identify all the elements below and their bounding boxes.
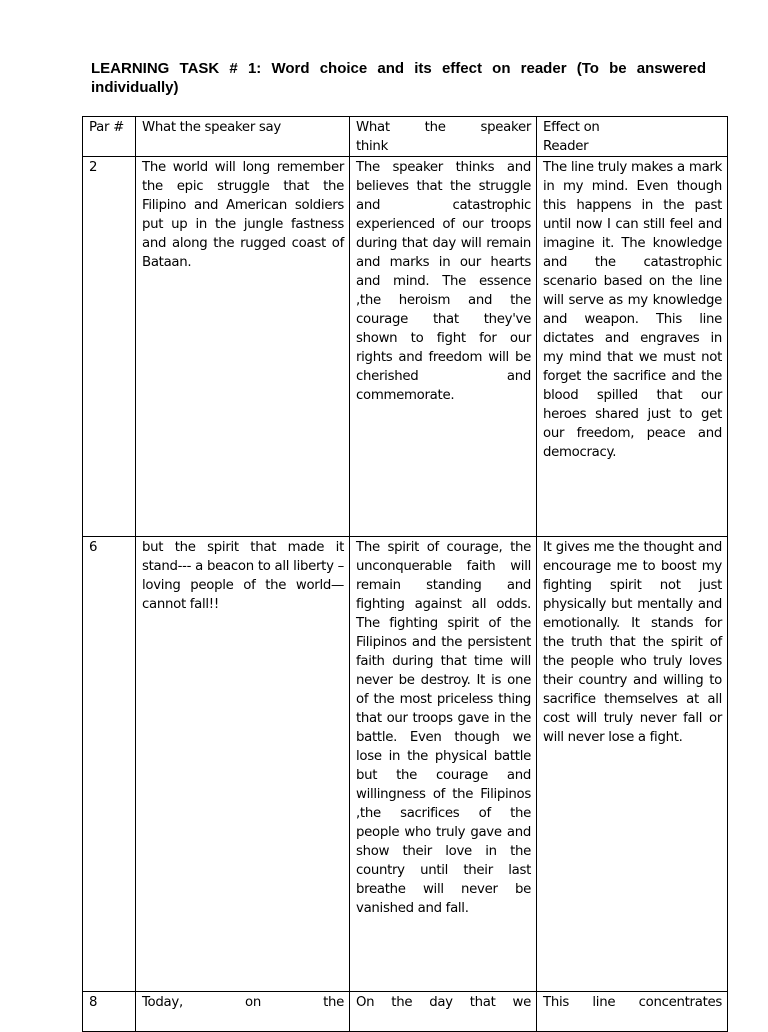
- row-speaker-think: The speaker thinks and believes that the struggle and catastrophic experienced of our troops during that day will remain and marks in our hearts and mind. The essence ,the heroism and the courage that they've shown to fight for our rights and freedom will be cherished and commemorate.: [350, 157, 537, 537]
- header-effect: Effect on Reader: [537, 117, 728, 157]
- row-par-number: 2: [83, 157, 136, 537]
- header-speaker-say: What the speaker say: [136, 117, 350, 157]
- table-header-row: [83, 117, 728, 157]
- row-effect-on-reader: It gives me the thought and encourage me to boost my fighting spirit not just physically but mentally and emotionally. It stands for the truth that the spirit of the people who truly loves their country and willing to sacrifice themselves at all cost will truly never fall or will never lose a fight.: [537, 537, 728, 992]
- row-effect-on-reader: The line truly makes a mark in my mind. Even though this happens in the past until now I can still feel and imagine it. The knowledge and the catastrophic scenario based on the line will serve as my knowledge and weapon. This line dictates and engraves in my mind that we must not forget the sacrifice and the blood spilled that our heroes shared just to get our freedom, peace and democracy.: [537, 157, 728, 537]
- header-speaker-think-line2: think: [356, 139, 388, 154]
- table-row: [83, 992, 728, 1032]
- table-row: [83, 537, 728, 992]
- row-speaker-think: The spirit of courage, the unconquerable faith will remain standing and fighting against all odds. The fighting spirit of the Filipinos and the persistent faith during that time will never be destroy. It is one of the most priceless thing that our troops gave in the battle. Even though we lose in the physical battle but the courage and willingness of the Filipinos ,the sacrifices of the people who truly gave and show their love in the country until their last breathe will never be vanished and fall.: [350, 537, 537, 992]
- table-row: [83, 157, 728, 537]
- word-choice-table: [82, 116, 728, 1032]
- header-par: Par #: [83, 117, 136, 157]
- row-speaker-think: On the day that we: [350, 992, 537, 1032]
- row-par-number: 6: [83, 537, 136, 992]
- task-title: LEARNING TASK # 1: Word choice and its effect on reader (To be answered individually): [91, 60, 706, 96]
- header-speaker-think: [350, 117, 537, 157]
- header-speaker-think-line1: What the speaker: [356, 120, 531, 135]
- row-speaker-say: Today, on the: [136, 992, 350, 1032]
- row-effect-on-reader: This line concentrates: [537, 992, 728, 1032]
- row-speaker-say: The world will long remember the epic struggle that the Filipino and American soldiers put up in the jungle fastness and along the rugged coast of Bataan.: [136, 157, 350, 537]
- row-speaker-say: but the spirit that made it stand--- a beacon to all liberty –loving people of the world—cannot fall!!: [136, 537, 350, 992]
- row-par-number: 8: [83, 992, 136, 1032]
